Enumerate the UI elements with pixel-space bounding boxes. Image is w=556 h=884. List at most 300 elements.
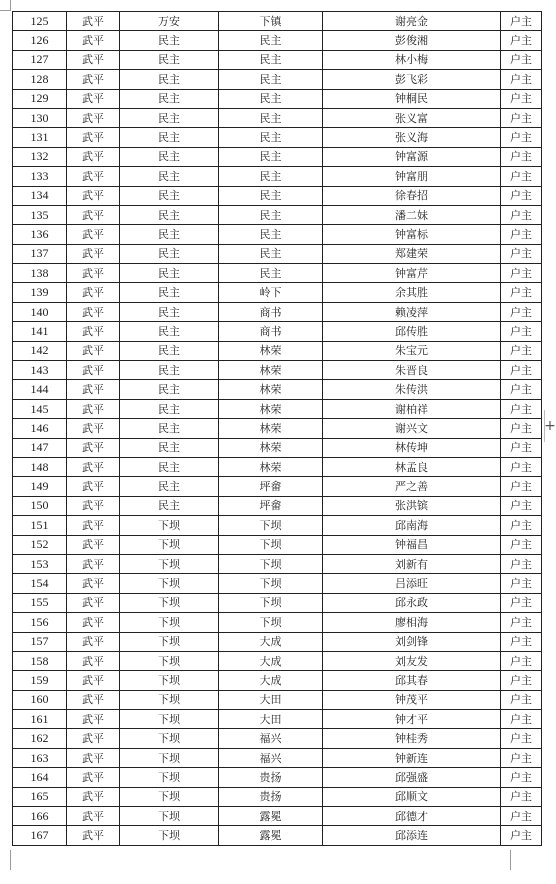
county-cell: 武平 (67, 283, 120, 302)
relation-cell: 户主 (501, 89, 542, 108)
relation-cell: 户主 (501, 147, 542, 166)
table-row (13, 496, 542, 515)
county-cell: 武平 (67, 225, 120, 244)
row-number-cell: 140 (13, 302, 67, 321)
relation-cell: 户主 (501, 787, 542, 806)
name-cell: 朱宝元 (323, 341, 501, 360)
row-number-cell: 163 (13, 748, 67, 767)
name-cell: 邱传胜 (323, 322, 501, 341)
row-number-cell: 132 (13, 147, 67, 166)
county-cell: 武平 (67, 807, 120, 826)
table-row (13, 748, 542, 767)
table-row (13, 729, 542, 748)
village-cell: 大成 (219, 671, 323, 690)
name-cell: 邱德才 (323, 807, 501, 826)
county-cell: 武平 (67, 50, 120, 69)
county-cell: 武平 (67, 554, 120, 573)
relation-cell: 户主 (501, 554, 542, 573)
township-cell: 下坝 (120, 729, 219, 748)
name-cell: 邱顺文 (323, 787, 501, 806)
village-cell: 大成 (219, 651, 323, 670)
relation-cell: 户主 (501, 748, 542, 767)
row-number-cell: 162 (13, 729, 67, 748)
row-number-cell: 131 (13, 128, 67, 147)
county-cell: 武平 (67, 787, 120, 806)
village-cell: 下坝 (219, 574, 323, 593)
table-row (13, 225, 542, 244)
township-cell: 民主 (120, 361, 219, 380)
township-cell: 民主 (120, 31, 219, 50)
row-number-cell: 145 (13, 399, 67, 418)
village-cell: 露冕 (219, 807, 323, 826)
relation-cell: 户主 (501, 380, 542, 399)
table-row (13, 477, 542, 496)
table-row (13, 264, 542, 283)
household-register-table (12, 11, 542, 846)
table-row (13, 807, 542, 826)
relation-cell: 户主 (501, 302, 542, 321)
village-cell: 下坝 (219, 516, 323, 535)
village-cell: 林荣 (219, 457, 323, 476)
township-cell: 下坝 (120, 787, 219, 806)
relation-cell: 户主 (501, 264, 542, 283)
name-cell: 彭飞彩 (323, 70, 501, 89)
name-cell: 钟新连 (323, 748, 501, 767)
county-cell: 武平 (67, 651, 120, 670)
name-cell: 廖相海 (323, 613, 501, 632)
county-cell: 武平 (67, 574, 120, 593)
table-row (13, 128, 542, 147)
township-cell: 下坝 (120, 535, 219, 554)
table-body (13, 12, 542, 846)
village-cell: 福兴 (219, 748, 323, 767)
township-cell: 民主 (120, 283, 219, 302)
table-row (13, 516, 542, 535)
village-cell: 商书 (219, 302, 323, 321)
row-number-cell: 126 (13, 31, 67, 50)
table-row (13, 302, 542, 321)
county-cell: 武平 (67, 89, 120, 108)
table-row (13, 613, 542, 632)
village-cell: 民主 (219, 89, 323, 108)
township-cell: 民主 (120, 50, 219, 69)
table-row (13, 31, 542, 50)
township-cell: 下坝 (120, 748, 219, 767)
county-cell: 武平 (67, 457, 120, 476)
table-row (13, 787, 542, 806)
name-cell: 余其胜 (323, 283, 501, 302)
relation-cell: 户主 (501, 128, 542, 147)
township-cell: 民主 (120, 264, 219, 283)
relation-cell: 户主 (501, 361, 542, 380)
relation-cell: 户主 (501, 457, 542, 476)
name-cell: 徐春招 (323, 186, 501, 205)
name-cell: 钟才平 (323, 710, 501, 729)
relation-cell: 户主 (501, 205, 542, 224)
township-cell: 民主 (120, 380, 219, 399)
village-cell: 露冕 (219, 826, 323, 845)
row-number-cell: 138 (13, 264, 67, 283)
row-number-cell: 148 (13, 457, 67, 476)
village-cell: 大田 (219, 690, 323, 709)
relation-cell: 户主 (501, 399, 542, 418)
township-cell: 下坝 (120, 632, 219, 651)
township-cell: 下坝 (120, 516, 219, 535)
table-row (13, 710, 542, 729)
name-cell: 吕添旺 (323, 574, 501, 593)
village-cell: 坪畲 (219, 496, 323, 515)
name-cell: 钟富朋 (323, 167, 501, 186)
row-number-cell: 139 (13, 283, 67, 302)
relation-cell: 户主 (501, 341, 542, 360)
relation-cell: 户主 (501, 535, 542, 554)
relation-cell: 户主 (501, 729, 542, 748)
table-row (13, 535, 542, 554)
name-cell: 钟富芹 (323, 264, 501, 283)
name-cell: 邱永政 (323, 593, 501, 612)
village-cell: 民主 (219, 186, 323, 205)
township-cell: 民主 (120, 322, 219, 341)
township-cell: 下坝 (120, 613, 219, 632)
row-number-cell: 158 (13, 651, 67, 670)
row-number-cell: 142 (13, 341, 67, 360)
village-cell: 贵扬 (219, 768, 323, 787)
row-number-cell: 130 (13, 108, 67, 127)
village-cell: 下镇 (219, 12, 323, 31)
county-cell: 武平 (67, 496, 120, 515)
name-cell: 谢兴文 (323, 419, 501, 438)
name-cell: 邱强盛 (323, 768, 501, 787)
name-cell: 邱南海 (323, 516, 501, 535)
name-cell: 张义海 (323, 128, 501, 147)
relation-cell: 户主 (501, 710, 542, 729)
table-row (13, 283, 542, 302)
row-number-cell: 154 (13, 574, 67, 593)
village-cell: 林荣 (219, 438, 323, 457)
county-cell: 武平 (67, 108, 120, 127)
relation-cell: 户主 (501, 593, 542, 612)
name-cell: 钟桂秀 (323, 729, 501, 748)
page-corner-mark (0, 0, 11, 11)
county-cell: 武平 (67, 380, 120, 399)
county-cell: 武平 (67, 12, 120, 31)
relation-cell: 户主 (501, 70, 542, 89)
county-cell: 武平 (67, 516, 120, 535)
village-cell: 大田 (219, 710, 323, 729)
township-cell: 民主 (120, 186, 219, 205)
row-number-cell: 153 (13, 554, 67, 573)
name-cell: 张洪镔 (323, 496, 501, 515)
village-cell: 商书 (219, 322, 323, 341)
township-cell: 万安 (120, 12, 219, 31)
table-row (13, 205, 542, 224)
village-cell: 民主 (219, 167, 323, 186)
township-cell: 民主 (120, 457, 219, 476)
township-cell: 民主 (120, 302, 219, 321)
table-row (13, 671, 542, 690)
row-number-cell: 151 (13, 516, 67, 535)
village-cell: 民主 (219, 205, 323, 224)
row-number-cell: 150 (13, 496, 67, 515)
name-cell: 朱晋良 (323, 361, 501, 380)
village-cell: 坪畲 (219, 477, 323, 496)
table-row (13, 147, 542, 166)
township-cell: 民主 (120, 70, 219, 89)
county-cell: 武平 (67, 748, 120, 767)
village-cell: 民主 (219, 244, 323, 263)
village-cell: 林荣 (219, 361, 323, 380)
village-cell: 下坝 (219, 554, 323, 573)
village-cell: 下坝 (219, 613, 323, 632)
relation-cell: 户主 (501, 167, 542, 186)
table-row (13, 70, 542, 89)
name-cell: 潘二妹 (323, 205, 501, 224)
table-row (13, 632, 542, 651)
row-number-cell: 155 (13, 593, 67, 612)
row-number-cell: 167 (13, 826, 67, 845)
township-cell: 民主 (120, 128, 219, 147)
relation-cell: 户主 (501, 671, 542, 690)
village-cell: 林荣 (219, 341, 323, 360)
row-number-cell: 159 (13, 671, 67, 690)
row-number-cell: 146 (13, 419, 67, 438)
township-cell: 下坝 (120, 651, 219, 670)
row-number-cell: 147 (13, 438, 67, 457)
row-number-cell: 160 (13, 690, 67, 709)
row-number-cell: 141 (13, 322, 67, 341)
name-cell: 邱其春 (323, 671, 501, 690)
row-number-cell: 129 (13, 89, 67, 108)
relation-cell: 户主 (501, 244, 542, 263)
name-cell: 邱添连 (323, 826, 501, 845)
county-cell: 武平 (67, 671, 120, 690)
village-cell: 民主 (219, 147, 323, 166)
relation-cell: 户主 (501, 438, 542, 457)
county-cell: 武平 (67, 593, 120, 612)
relation-cell: 户主 (501, 690, 542, 709)
township-cell: 民主 (120, 399, 219, 418)
county-cell: 武平 (67, 710, 120, 729)
row-number-cell: 143 (13, 361, 67, 380)
table-row (13, 50, 542, 69)
name-cell: 钟富标 (323, 225, 501, 244)
row-number-cell: 128 (13, 70, 67, 89)
relation-cell: 户主 (501, 108, 542, 127)
name-cell: 彭俊湘 (323, 31, 501, 50)
county-cell: 武平 (67, 477, 120, 496)
county-cell: 武平 (67, 729, 120, 748)
table-row (13, 341, 542, 360)
table-row (13, 108, 542, 127)
row-number-cell: 165 (13, 787, 67, 806)
table-row (13, 186, 542, 205)
village-cell: 大成 (219, 632, 323, 651)
township-cell: 民主 (120, 341, 219, 360)
village-cell: 民主 (219, 108, 323, 127)
table-row (13, 399, 542, 418)
county-cell: 武平 (67, 322, 120, 341)
relation-cell: 户主 (501, 419, 542, 438)
table-row (13, 554, 542, 573)
row-number-cell: 164 (13, 768, 67, 787)
relation-cell: 户主 (501, 516, 542, 535)
table-row (13, 361, 542, 380)
township-cell: 民主 (120, 89, 219, 108)
county-cell: 武平 (67, 690, 120, 709)
table-row (13, 244, 542, 263)
row-number-cell: 144 (13, 380, 67, 399)
county-cell: 武平 (67, 31, 120, 50)
name-cell: 严之善 (323, 477, 501, 496)
township-cell: 下坝 (120, 671, 219, 690)
county-cell: 武平 (67, 399, 120, 418)
township-cell: 民主 (120, 147, 219, 166)
table-row (13, 826, 542, 845)
name-cell: 林孟良 (323, 457, 501, 476)
relation-cell: 户主 (501, 31, 542, 50)
county-cell: 武平 (67, 768, 120, 787)
name-cell: 钟桐民 (323, 89, 501, 108)
row-number-cell: 157 (13, 632, 67, 651)
township-cell: 民主 (120, 438, 219, 457)
row-number-cell: 135 (13, 205, 67, 224)
name-cell: 张义富 (323, 108, 501, 127)
name-cell: 谢柏祥 (323, 399, 501, 418)
row-number-cell: 152 (13, 535, 67, 554)
add-row-plus-icon[interactable]: + (544, 418, 556, 434)
row-number-cell: 137 (13, 244, 67, 263)
township-cell: 下坝 (120, 593, 219, 612)
relation-cell: 户主 (501, 496, 542, 515)
relation-cell: 户主 (501, 613, 542, 632)
township-cell: 民主 (120, 225, 219, 244)
row-number-cell: 149 (13, 477, 67, 496)
relation-cell: 户主 (501, 651, 542, 670)
township-cell: 下坝 (120, 574, 219, 593)
village-cell: 民主 (219, 225, 323, 244)
county-cell: 武平 (67, 535, 120, 554)
county-cell: 武平 (67, 147, 120, 166)
village-cell: 下坝 (219, 593, 323, 612)
village-cell: 岭下 (219, 283, 323, 302)
village-cell: 民主 (219, 70, 323, 89)
village-cell: 民主 (219, 31, 323, 50)
relation-cell: 户主 (501, 12, 542, 31)
township-cell: 下坝 (120, 826, 219, 845)
county-cell: 武平 (67, 167, 120, 186)
table-row (13, 12, 542, 31)
relation-cell: 户主 (501, 477, 542, 496)
relation-cell: 户主 (501, 574, 542, 593)
name-cell: 钟富源 (323, 147, 501, 166)
township-cell: 民主 (120, 477, 219, 496)
row-number-cell: 156 (13, 613, 67, 632)
township-cell: 下坝 (120, 768, 219, 787)
township-cell: 民主 (120, 496, 219, 515)
relation-cell: 户主 (501, 807, 542, 826)
table-row (13, 322, 542, 341)
relation-cell: 户主 (501, 768, 542, 787)
county-cell: 武平 (67, 632, 120, 651)
county-cell: 武平 (67, 205, 120, 224)
relation-cell: 户主 (501, 283, 542, 302)
village-cell: 民主 (219, 50, 323, 69)
table-row (13, 167, 542, 186)
table-row (13, 380, 542, 399)
county-cell: 武平 (67, 438, 120, 457)
name-cell: 刘剑锋 (323, 632, 501, 651)
village-cell: 贵扬 (219, 787, 323, 806)
township-cell: 下坝 (120, 807, 219, 826)
relation-cell: 户主 (501, 632, 542, 651)
township-cell: 民主 (120, 108, 219, 127)
village-cell: 林荣 (219, 380, 323, 399)
relation-cell: 户主 (501, 50, 542, 69)
row-number-cell: 134 (13, 186, 67, 205)
row-number-cell: 125 (13, 12, 67, 31)
row-number-cell: 166 (13, 807, 67, 826)
county-cell: 武平 (67, 186, 120, 205)
county-cell: 武平 (67, 341, 120, 360)
row-number-cell: 136 (13, 225, 67, 244)
township-cell: 下坝 (120, 554, 219, 573)
table-row (13, 89, 542, 108)
name-cell: 林小梅 (323, 50, 501, 69)
table-row (13, 438, 542, 457)
page-corner-mark (0, 850, 11, 870)
relation-cell: 户主 (501, 826, 542, 845)
table-row (13, 593, 542, 612)
name-cell: 谢亮金 (323, 12, 501, 31)
table-row (13, 457, 542, 476)
relation-cell: 户主 (501, 225, 542, 244)
village-cell: 民主 (219, 128, 323, 147)
township-cell: 民主 (120, 244, 219, 263)
county-cell: 武平 (67, 613, 120, 632)
name-cell: 赖凌萍 (323, 302, 501, 321)
county-cell: 武平 (67, 361, 120, 380)
name-cell: 钟福昌 (323, 535, 501, 554)
township-cell: 民主 (120, 419, 219, 438)
table-row (13, 651, 542, 670)
village-cell: 下坝 (219, 535, 323, 554)
row-number-cell: 161 (13, 710, 67, 729)
township-cell: 民主 (120, 205, 219, 224)
name-cell: 郑建荣 (323, 244, 501, 263)
row-number-cell: 133 (13, 167, 67, 186)
county-cell: 武平 (67, 419, 120, 438)
name-cell: 刘友发 (323, 651, 501, 670)
village-cell: 林荣 (219, 419, 323, 438)
name-cell: 钟茂平 (323, 690, 501, 709)
table-row (13, 690, 542, 709)
table-row (13, 768, 542, 787)
village-cell: 福兴 (219, 729, 323, 748)
township-cell: 下坝 (120, 710, 219, 729)
county-cell: 武平 (67, 70, 120, 89)
page-corner-mark (510, 850, 521, 870)
township-cell: 民主 (120, 167, 219, 186)
village-cell: 林荣 (219, 399, 323, 418)
county-cell: 武平 (67, 264, 120, 283)
relation-cell: 户主 (501, 186, 542, 205)
table-row (13, 574, 542, 593)
township-cell: 下坝 (120, 690, 219, 709)
county-cell: 武平 (67, 244, 120, 263)
county-cell: 武平 (67, 826, 120, 845)
name-cell: 朱传洪 (323, 380, 501, 399)
name-cell: 林传坤 (323, 438, 501, 457)
